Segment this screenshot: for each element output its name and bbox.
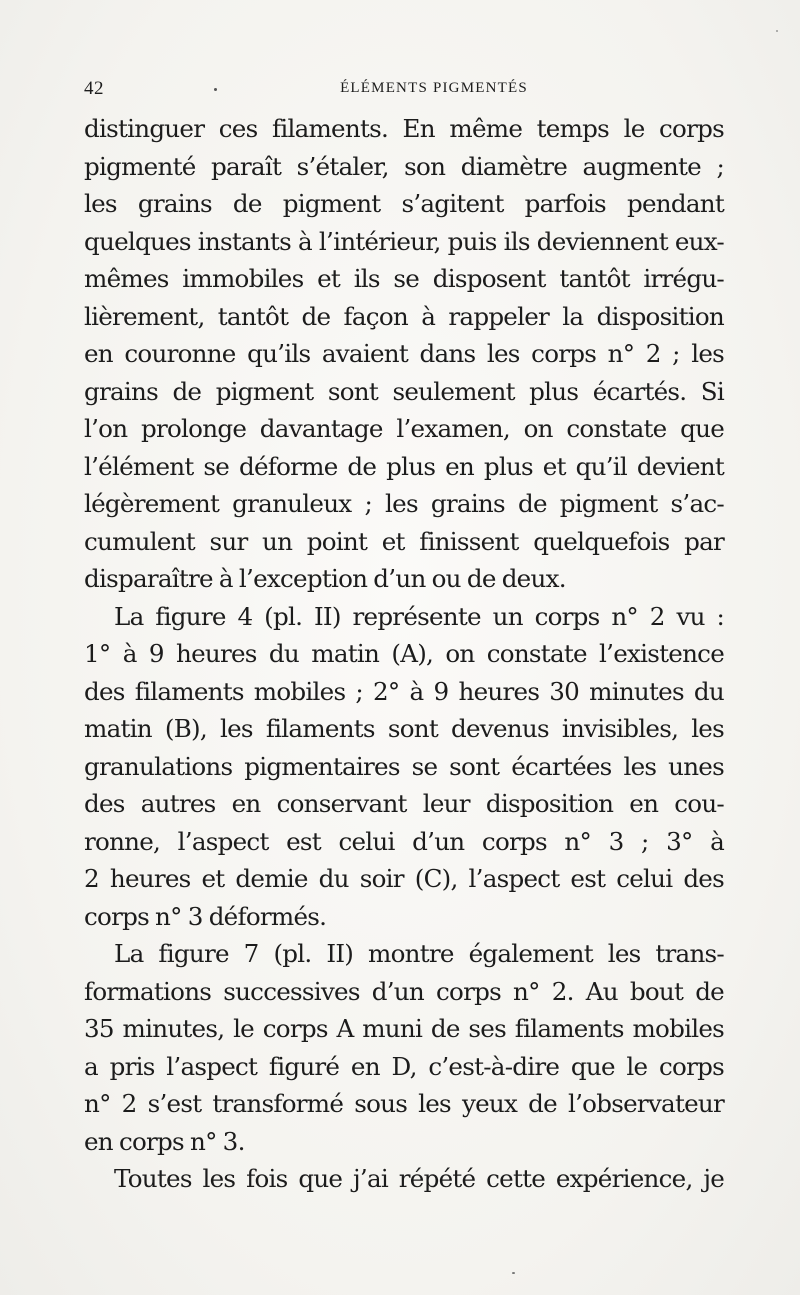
text-line: pigmenté paraît s’étaler, son diamètre augmente ; bbox=[84, 151, 724, 181]
text-line: l’on prolonge davantage l’examen, on constate que bbox=[84, 414, 724, 443]
text-line: les grains de pigment s’agitent parfois pendant bbox=[84, 189, 724, 218]
text-line: en couronne qu’ils avaient dans les corps n° 2 ; les bbox=[84, 339, 724, 368]
text-line: quelques instants à l’intérieur, puis ils deviennent eux- bbox=[84, 226, 724, 256]
text-line: La figure 7 (pl. II) montre également les trans- bbox=[114, 939, 724, 968]
text-line: grains de pigment sont seulement plus écartés. Si bbox=[84, 376, 724, 406]
text-line: 2 heures et demie du soir (C), l’aspect est celui des bbox=[84, 864, 724, 893]
text-line: 1° à 9 heures du matin (A), on constate l’existence bbox=[84, 639, 724, 668]
text-line: granulations pigmentaires se sont écartées les unes bbox=[84, 751, 724, 781]
text-line: l’élément se déforme de plus en plus et qu’il devient bbox=[84, 451, 724, 481]
text-line: disparaître à l’exception d’un ou de deux. bbox=[84, 564, 566, 593]
scan-speck bbox=[776, 30, 778, 32]
text-line: a pris l’aspect figuré en D, c’est-à-dire que le corps bbox=[84, 1051, 724, 1081]
running-head bbox=[84, 78, 724, 102]
text-line: mêmes immobiles et ils se disposent tantôt irrégu- bbox=[84, 264, 724, 293]
text-line: des autres en conservant leur disposition en cou- bbox=[84, 789, 724, 818]
scan-speck bbox=[512, 1272, 515, 1274]
scan-speck bbox=[214, 88, 217, 91]
text-line: légèrement granuleux ; les grains de pigment s’ac- bbox=[84, 489, 724, 518]
text-line: en corps n° 3. bbox=[84, 1126, 245, 1156]
body-text bbox=[84, 110, 724, 1198]
text-line: cumulent sur un point et finissent quelquefois par bbox=[84, 526, 724, 556]
text-line: 35 minutes, le corps A muni de ses filaments mobiles bbox=[84, 1014, 724, 1043]
paragraph-3 bbox=[84, 935, 724, 1160]
text-line: lièrement, tantôt de façon à rappeler la disposition bbox=[84, 301, 724, 331]
text-line: des filaments mobiles ; 2° à 9 heures 30 minutes du bbox=[84, 676, 724, 706]
text-line: ronne, l’aspect est celui d’un corps n° 3 ; 3° à bbox=[84, 826, 724, 856]
page-number: 42 bbox=[84, 78, 104, 99]
text-line: formations successives d’un corps n° 2. Au bout de bbox=[84, 976, 724, 1006]
text-line: La figure 4 (pl. II) représente un corps n° 2 vu : bbox=[114, 601, 724, 631]
text-line: n° 2 s’est transformé sous les yeux de l’observateur bbox=[84, 1089, 724, 1118]
paragraph-4 bbox=[84, 1160, 724, 1198]
paragraph-1 bbox=[84, 110, 724, 598]
text-line: matin (B), les filaments sont devenus invisibles, les bbox=[84, 714, 724, 743]
text-line: distinguer ces filaments. En même temps le corps bbox=[84, 114, 724, 143]
running-title: ÉLÉMENTS PIGMENTÉS bbox=[340, 80, 528, 96]
text-line: Toutes les fois que j’ai répété cette expérience, je bbox=[114, 1164, 724, 1193]
paragraph-2 bbox=[84, 598, 724, 936]
text-line: corps n° 3 déformés. bbox=[84, 901, 327, 931]
